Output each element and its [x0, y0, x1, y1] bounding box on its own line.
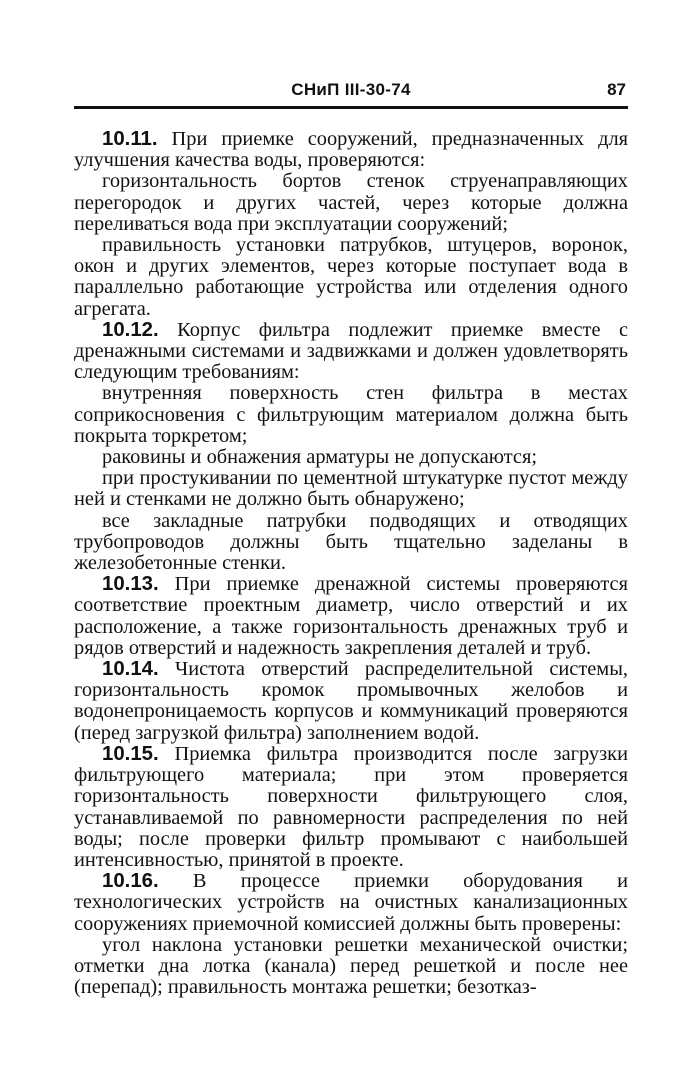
paragraph-text: при простукивании по цементной штукатурке пустот между ней и стенками не должно быть обнаружено;	[74, 467, 628, 511]
running-title: СНиП III-30-74	[291, 80, 411, 99]
paragraph	[74, 511, 628, 575]
clause-number: 10.13.	[102, 573, 159, 596]
paragraph-text: горизонтальность бортов стенок струенаправляющих перегородок и других частей, через которые должна переливаться вода при эксплуатации сооружений;	[74, 170, 628, 235]
paragraph-10-11	[74, 129, 628, 171]
paragraph	[74, 935, 628, 999]
paragraph-text: В процессе приемки оборудования и технологических устройств на очистных канализационных сооружениях приемочной комиссией должны быть проверены:	[74, 870, 628, 935]
paragraph	[74, 383, 628, 447]
paragraph-text: При приемке сооружений, предназначенных для улучшения качества воды, проверяются:	[74, 128, 628, 172]
paragraph	[74, 171, 628, 235]
paragraph-text: правильность установки патрубков, штуцеров, воронок, окон и других элементов, через которые поступает вода в параллельно работающие устройства или отделения одного агрегата.	[74, 234, 628, 320]
paragraph-10-13	[74, 574, 628, 659]
paragraph-text: раковины и обнажения арматуры не допускаются;	[102, 446, 537, 469]
clause-number: 10.12.	[102, 318, 159, 341]
paragraph-text: Чистота отверстий распределительной системы, горизонтальность кромок промывочных желобов и водонепроницаемость корпусов и коммуникаций проверяются (перед загрузкой фильтра) заполнением водой.	[74, 658, 628, 744]
paragraph-10-15	[74, 744, 628, 871]
paragraph	[74, 468, 628, 510]
page-number: 87	[607, 80, 626, 99]
paragraph-text: угол наклона установки решетки механической очистки; отметки дна лотка (канала) перед решеткой и после нее (перепад); правильность монтажа решетки; безотказ-	[74, 933, 628, 999]
paragraph-text: все закладные патрубки подводящих и отводящих трубопроводов должны быть тщательно заделаны в железобетонные стенки.	[74, 509, 628, 575]
paragraph-10-12	[74, 320, 628, 384]
paragraph-10-14	[74, 659, 628, 744]
paragraph	[74, 447, 628, 468]
clause-number: 10.16.	[102, 870, 159, 893]
paragraph-10-16	[74, 871, 628, 935]
paragraph-text: внутренняя поверхность стен фильтра в местах соприкосновения с фильтрующим материалом должна быть покрыта торкретом;	[74, 382, 628, 447]
clause-number: 10.14.	[102, 658, 159, 681]
paragraph-text: Приемка фильтра производится после загрузки фильтрующего материала; при этом проверяется горизонтальность поверхности фильтрующего слоя, устанавливаемой по равномерности распределения по ней воды; после проверки фильтр промывают с наибольшей интенсивностью, принятой в проекте.	[74, 742, 628, 871]
clause-number: 10.15.	[102, 742, 159, 765]
paragraph-text: При приемке дренажной системы проверяются соответствие проектным диаметр, число отверстий и их расположение, а также горизонтальность дренажных труб и рядов отверстий и надежность закрепления деталей и труб.	[74, 573, 628, 659]
paragraph	[74, 235, 628, 320]
paragraph-text: Корпус фильтра подлежит приемке вместе с дренажными системами и задвижками и должен удовлетворять следующим требованиям:	[74, 318, 628, 384]
clause-number: 10.11.	[102, 128, 158, 150]
body-text	[74, 129, 628, 998]
page-header	[74, 74, 628, 109]
document-page	[74, 74, 628, 998]
